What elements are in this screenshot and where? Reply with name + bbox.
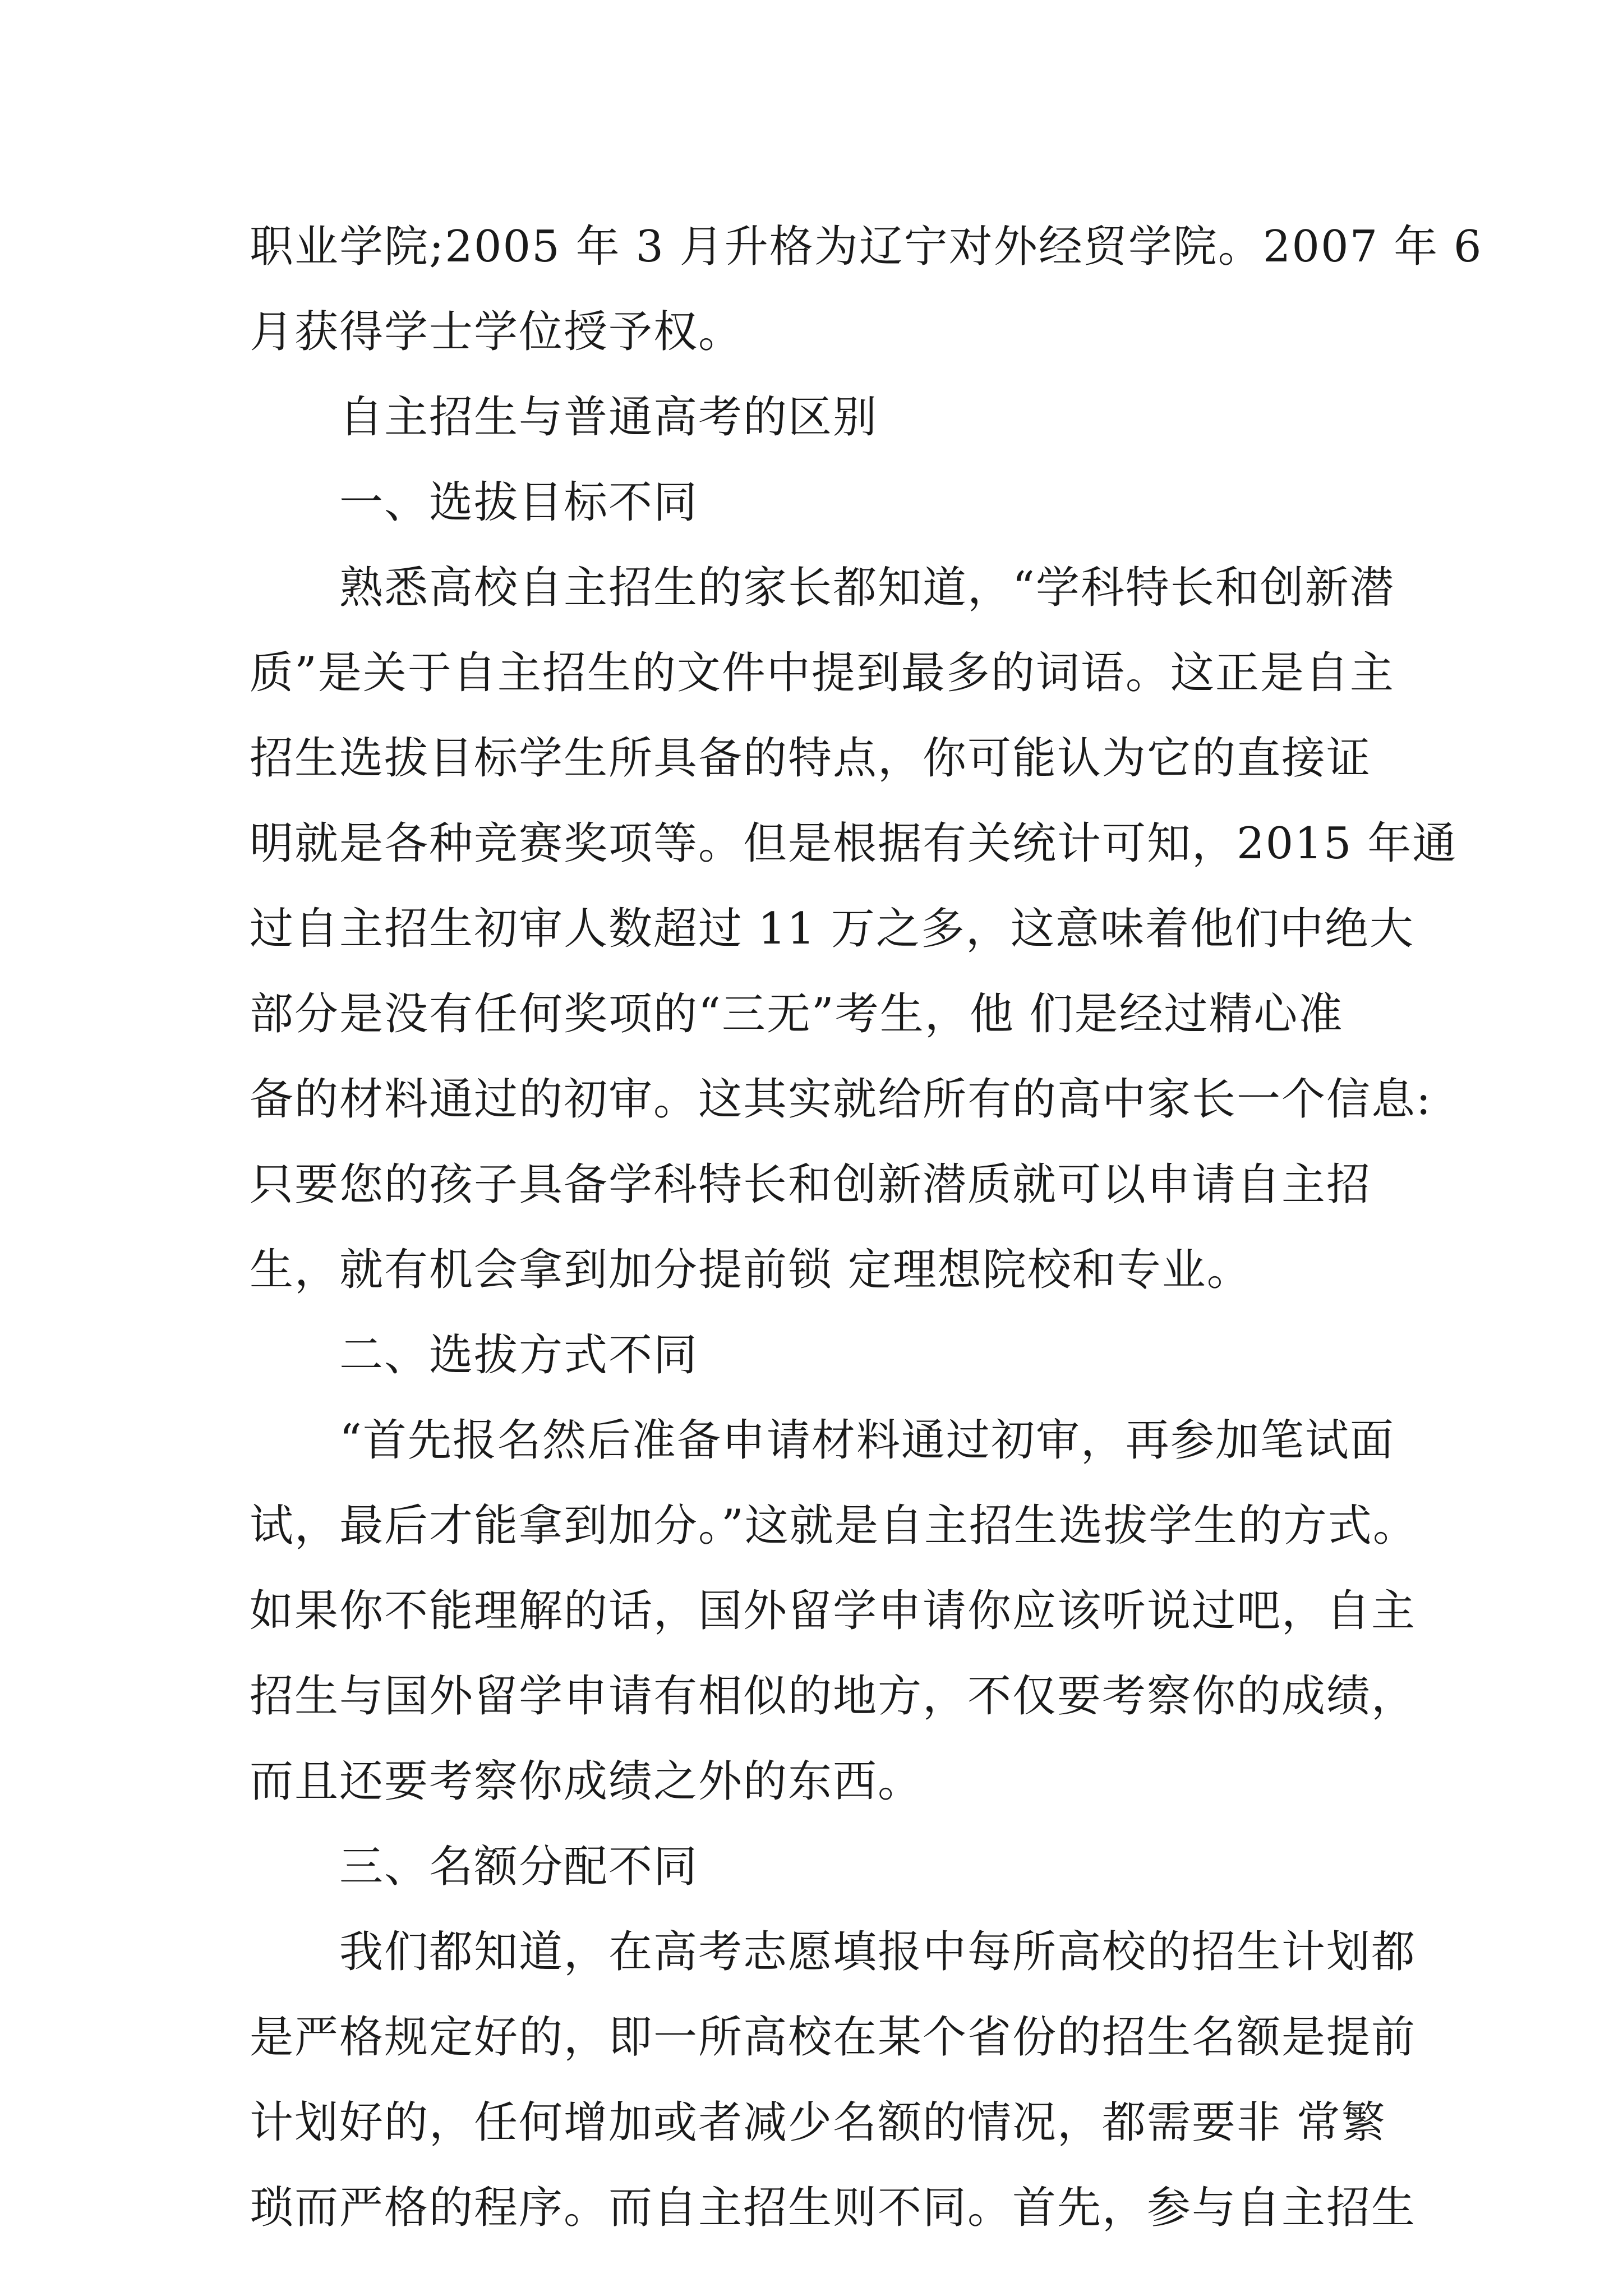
text-line: 质”是关于自主招生的文件中提到最多的词语。这正是自主 xyxy=(250,648,1395,698)
section-heading: 三、名额分配不同 xyxy=(339,1842,699,1892)
text-line: 部分是没有任何奖项的“三无”考生，他 们是经过精心准 xyxy=(250,989,1344,1039)
document-body xyxy=(250,204,1483,2251)
text-line: 如果你不能理解的话，国外留学申请你应该听说过吧，自主 xyxy=(250,1586,1417,1636)
text-line: 过自主招生初审人数超过 11 万之多，这意味着他们中绝大 xyxy=(250,904,1414,954)
text-line: 招生选拔目标学生所具备的特点，你可能认为它的直接证 xyxy=(250,733,1372,784)
text-line: 生，就有机会拿到加分提前锁 定理想院校和专业。 xyxy=(250,1245,1252,1295)
section-heading: 二、选拔方式不同 xyxy=(339,1330,699,1381)
text-line: 明就是各种竞赛奖项等。但是根据有关统计可知，2015 年通 xyxy=(250,818,1458,869)
text-line: 月获得学士学位授予权。 xyxy=(250,307,744,357)
text-line: 职业学院;2005 年 3 月升格为辽宁对外经贸学院。2007 年 6 xyxy=(250,222,1483,272)
section-title: 自主招生与普通高考的区别 xyxy=(339,392,878,443)
text-line: 试，最后才能拿到加分。”这就是自主招生选拔学生的方式。 xyxy=(250,1501,1418,1551)
text-line: 琐而严格的程序。而自主招生则不同。首先，参与自主招生 xyxy=(250,2183,1417,2233)
text-line: 备的材料通过的初审。这其实就给所有的高中家长一个信息: xyxy=(250,1074,1432,1125)
text-line: “首先报名然后准备申请材料通过初审，再参加笔试面 xyxy=(339,1415,1395,1466)
text-line: 熟悉高校自主招生的家长都知道，“学科特长和创新潜 xyxy=(339,563,1395,613)
text-line: 只要您的孩子具备学科特长和创新潜质就可以申请自主招 xyxy=(250,1159,1372,1210)
text-line: 是严格规定好的，即一所高校在某个省份的招生名额是提前 xyxy=(250,2012,1417,2063)
text-line: 计划好的，任何增加或者减少名额的情况，都需要非 常繁 xyxy=(250,2097,1386,2148)
section-heading: 一、选拔目标不同 xyxy=(339,477,699,528)
text-line: 而且还要考察你成绩之外的东西。 xyxy=(250,1756,923,1807)
text-line: 我们都知道，在高考志愿填报中每所高校的招生计划都 xyxy=(339,1927,1417,1977)
text-line: 招生与国外留学申请有相似的地方，不仅要考察你的成绩， xyxy=(250,1671,1417,1722)
